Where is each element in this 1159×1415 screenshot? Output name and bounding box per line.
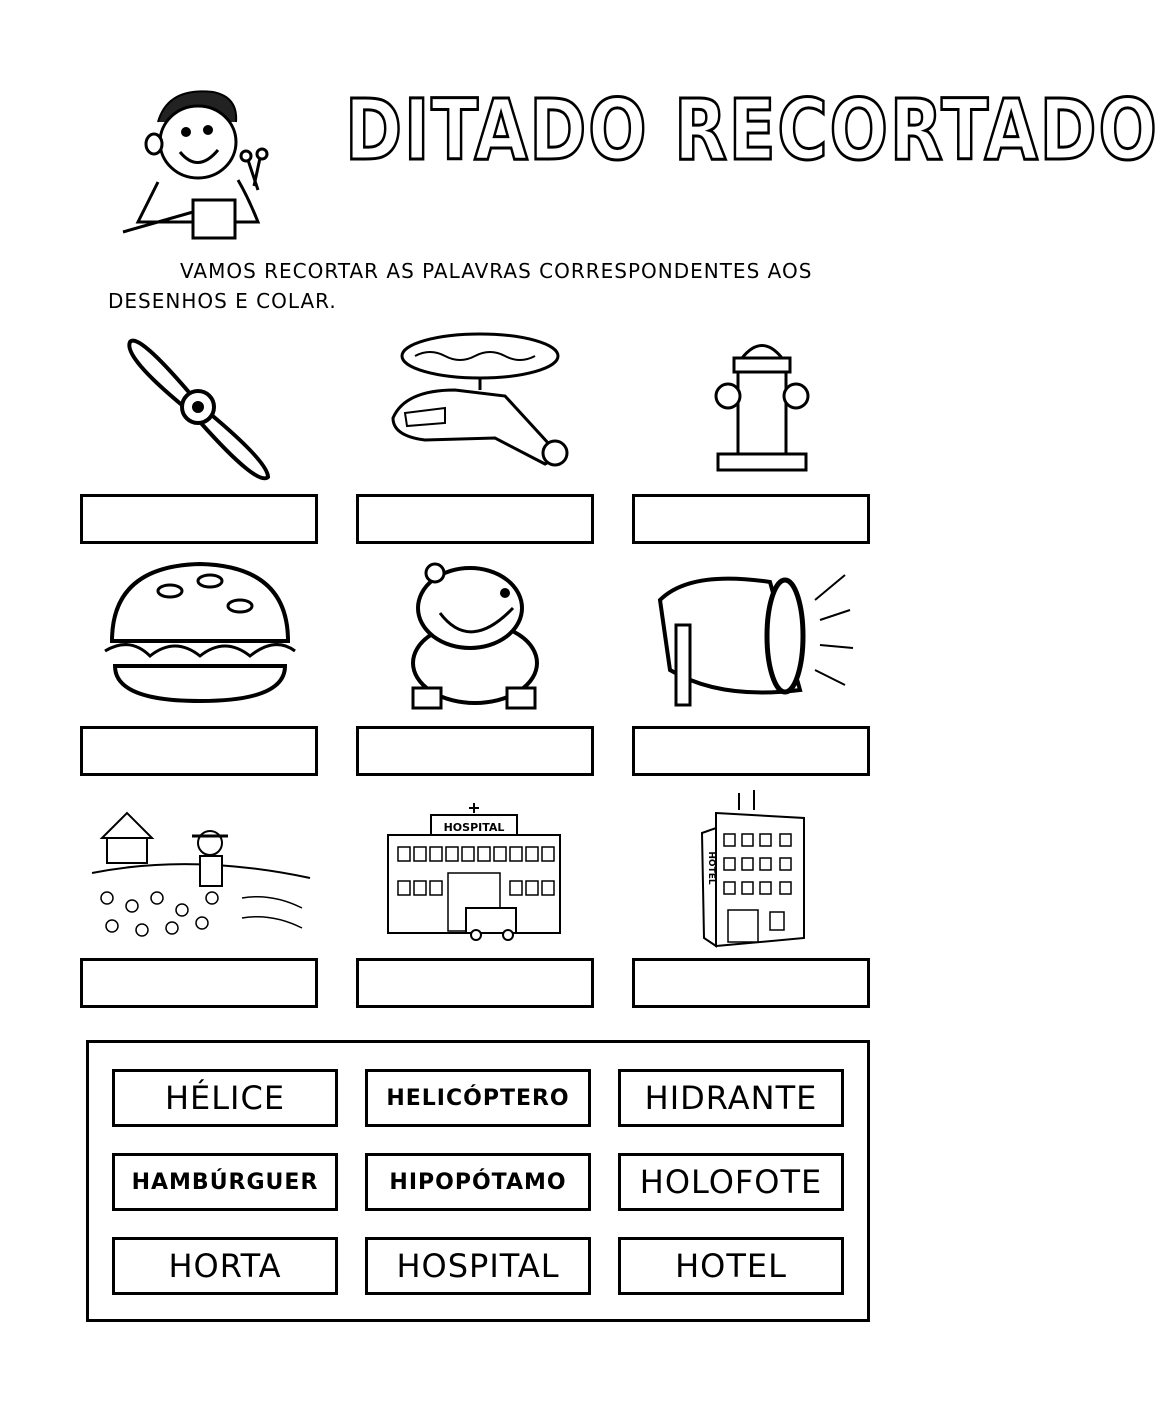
answer-box[interactable] xyxy=(356,726,594,776)
answer-box[interactable] xyxy=(80,726,318,776)
vegetable-garden-icon xyxy=(92,798,310,948)
word-card-hidrante[interactable]: HIDRANTE xyxy=(618,1069,844,1127)
word-card-hospital[interactable]: HOSPITAL xyxy=(365,1237,591,1295)
spotlight-icon xyxy=(650,560,855,710)
answer-box[interactable] xyxy=(80,494,318,544)
helicopter-icon xyxy=(385,328,575,478)
word-card-holofote[interactable]: HOLOFOTE xyxy=(618,1153,844,1211)
answer-box[interactable] xyxy=(632,958,870,1008)
page-title: DITADO RECORTADO xyxy=(345,81,1159,179)
hospital-icon xyxy=(386,803,562,943)
word-card-helice[interactable]: HÉLICE xyxy=(112,1069,338,1127)
answer-box[interactable] xyxy=(356,494,594,544)
hamburger-icon xyxy=(100,556,300,706)
propeller-icon xyxy=(118,322,278,487)
instructions xyxy=(108,256,928,316)
answer-box[interactable] xyxy=(632,494,870,544)
answer-box[interactable] xyxy=(632,726,870,776)
boy-cutting-paper-icon xyxy=(118,82,278,242)
word-card-hipopotamo[interactable]: HIPOPÓTAMO xyxy=(365,1153,591,1211)
fire-hydrant-icon xyxy=(712,328,812,478)
answer-box[interactable] xyxy=(356,958,594,1008)
hotel-sign: HOTEL xyxy=(706,851,716,885)
instructions-line1: VAMOS RECORTAR AS PALAVRAS CORRESPONDENTES AOS xyxy=(180,259,813,283)
word-bank xyxy=(86,1040,870,1322)
answer-box[interactable] xyxy=(80,958,318,1008)
hippopotamus-icon xyxy=(395,553,555,713)
word-card-hamburguer[interactable]: HAMBÚRGUER xyxy=(112,1153,338,1211)
instructions-line2: DESENHOS E COLAR. xyxy=(108,289,337,313)
word-card-helicoptero[interactable]: HELICÓPTERO xyxy=(365,1069,591,1127)
word-card-hotel[interactable]: HOTEL xyxy=(618,1237,844,1295)
hospital-sign: HOSPITAL xyxy=(443,821,505,834)
word-card-horta[interactable]: HORTA xyxy=(112,1237,338,1295)
hotel-icon xyxy=(694,788,812,948)
